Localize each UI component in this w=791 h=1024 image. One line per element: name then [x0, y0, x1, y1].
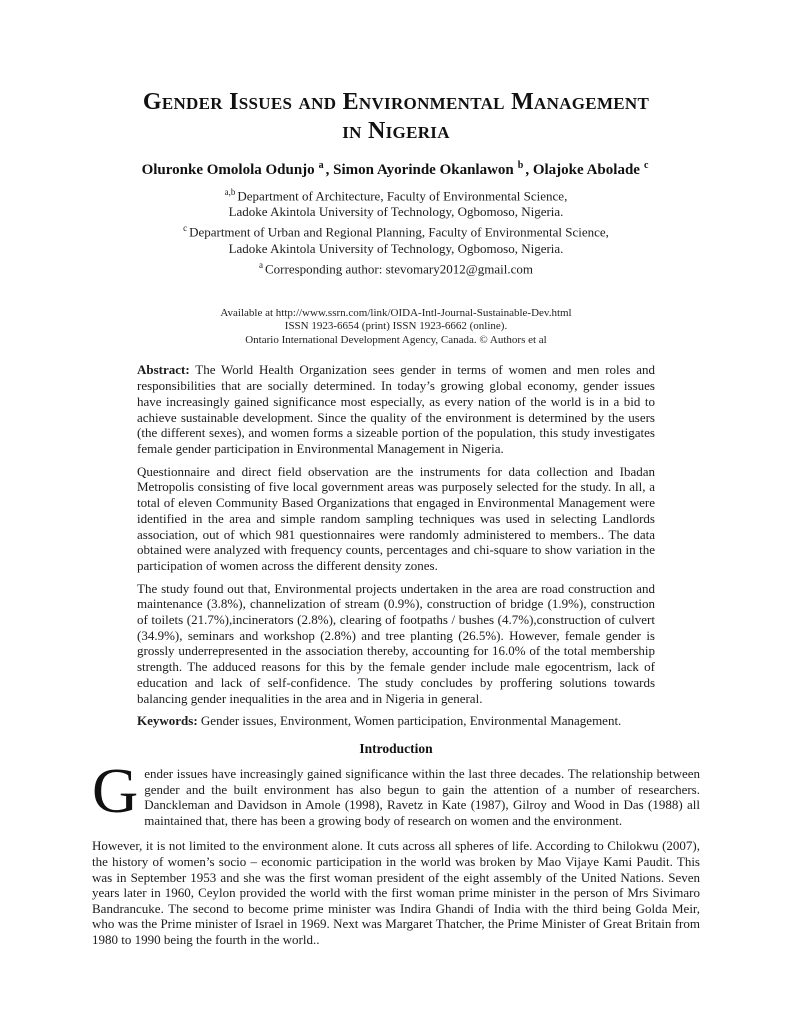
abstract-label: Abstract:: [137, 362, 190, 378]
publisher-copyright-line: Ontario International Development Agency, Canada. © Authors et al: [245, 333, 547, 346]
affiliation-line-3: [92, 220, 700, 240]
author-3-name: Olajoke Abolade: [532, 162, 640, 178]
author-1-name: Oluronke Omolola Odunjo: [141, 162, 315, 178]
affiliation-text: Ladoke Akintola University of Technology, Ogbomoso, Nigeria.: [228, 240, 564, 256]
author-1-superscript: a: [318, 160, 324, 171]
author-2: [333, 162, 533, 178]
affiliation-superscript: c: [183, 223, 188, 234]
affiliation-line-4: [92, 241, 700, 257]
introduction-paragraph-2: However, it is not limited to the environment alone. It cuts across all spheres of life. According to Chilokwu (2007), the history of women’s socio – economic participation in the world was broken by Mao Vijaye Kami Paudit. This was in September 1953 and she was the first woman president of the eight assembly of the United Nations. Seven years later in 1960, Ceylon provided the world with the first woman prime minister in the person of Mrs Sivimaro Bandrancuke. The second to become prime minister was Indira Ghandi of India with the third being Golda Meir, who was the Prime minister of Israel in 1969. Next was Margaret Thatcher, the Prime Minister of Great Britain from 1980 to 1990 being the fourth in the world..: [92, 838, 700, 947]
paper-title-line1: Gender Issues and Environmental Management: [142, 89, 650, 115]
paper-title: [92, 88, 700, 146]
affiliation-text: Department of Urban and Regional Planning, Faculty of Environmental Science,: [189, 224, 609, 240]
author-2-name: Simon Ayorinde Okanlawon: [333, 162, 514, 178]
author-separator: ,: [325, 162, 334, 178]
availability-url-line: Available at http://www.ssrn.com/link/OIDA-Intl-Journal-Sustainable-Dev.html: [220, 306, 572, 319]
affiliation-superscript: a,b: [224, 187, 236, 197]
affiliation-line-1: [92, 184, 700, 204]
introduction-paragraph-1-text: ender issues have increasingly gained significance within the last three decades. The relationship between gender and the built environment has also begun to gain the attention of a number of researchers. Danckleman and Davidson in Amole (1998), Ravetz in Kate (1987), Gilroy and Wood in Das (1988) all maintained that, there has been a growing body of research on women and the environment.: [144, 765, 700, 828]
abstract-paragraph-2: Questionnaire and direct field observation are the instruments for data collection and Ibadan Metropolis consisting of five local government areas was purposely selected for the study. In all, a total of eleven Community Based Organizations that engaged in Environmental Management were identified in the area and simple random sampling techniques was used in selecting Landlords association, out of which 981 questionnaires were randomly administered to members.. The data obtained were analyzed with frequency counts, percentages and chi-square to show variation in the participation of women across the different density zones.: [137, 463, 655, 573]
author-3: [533, 162, 651, 178]
author-3-superscript: c: [643, 160, 649, 171]
authors-line: [92, 156, 700, 180]
affiliation-superscript: a: [259, 259, 264, 270]
abstract-paragraph-3: The study found out that, Environmental projects undertaken in the area are road construction and maintenance (3.8%), channelization of stream (0.9%), construction of bridge (1.9%), construction of toilets (21.7%),incinerators (2.8%), clearing of footpaths / bushes (4.7%),construction of culvert (34.9%), seminars and workshop (2.8%) and tree planting (26.5%). However, female gender is grossly underrepresented in the association thereby, accounting for 16.0% of the total membership strength. The adduced reasons for this by the female gender include male egocentrism, lack of education and lack of self-confidence. The study concludes by proffering solutions towards balancing gender inequalities in the area and in Nigeria in general.: [137, 580, 655, 706]
abstract-paragraph-1-text: The World Health Organization sees gender in terms of women and men roles and responsibilities that are socially determined. In today’s growing global economy, gender issues have increasingly gained significance most especially, as every nation of the world is in a bid to achieve sustainable development. Since the quality of the environment is determined by the users (the different sexes), and women forms a sizeable portion of the population, this study investigates female gender participation in Environmental Management in Nigeria.: [137, 362, 656, 456]
availability-block: [92, 307, 700, 348]
dropcap-letter: G: [92, 754, 139, 826]
corresponding-author-text: Corresponding author: stevomary2012@gmail.com: [265, 260, 533, 276]
introduction-section: [92, 754, 700, 948]
affiliation-text: Ladoke Akintola University of Technology, Ogbomoso, Nigeria.: [228, 204, 564, 220]
abstract-paragraph-1: [137, 362, 655, 456]
author-separator: ,: [525, 162, 533, 178]
affiliation-line-2: [92, 204, 700, 220]
author-1: [142, 162, 334, 178]
author-2-superscript: b: [517, 160, 524, 171]
introduction-paragraph-1: [92, 754, 700, 828]
paper-title-line2: in Nigeria: [342, 118, 450, 144]
issn-line: ISSN 1923-6654 (print) ISSN 1923-6662 (online).: [284, 320, 508, 333]
keywords-text: Gender issues, Environment, Women participation, Environmental Management.: [197, 713, 622, 729]
abstract-section: [137, 362, 655, 728]
corresponding-author-line: [92, 257, 700, 277]
keywords-label: Keywords:: [137, 713, 198, 729]
affiliation-text: Department of Architecture, Faculty of Environmental Science,: [237, 188, 568, 204]
affiliations-block: [92, 184, 700, 277]
keywords-line: [137, 713, 655, 729]
introduction-heading: Introduction: [359, 740, 433, 756]
